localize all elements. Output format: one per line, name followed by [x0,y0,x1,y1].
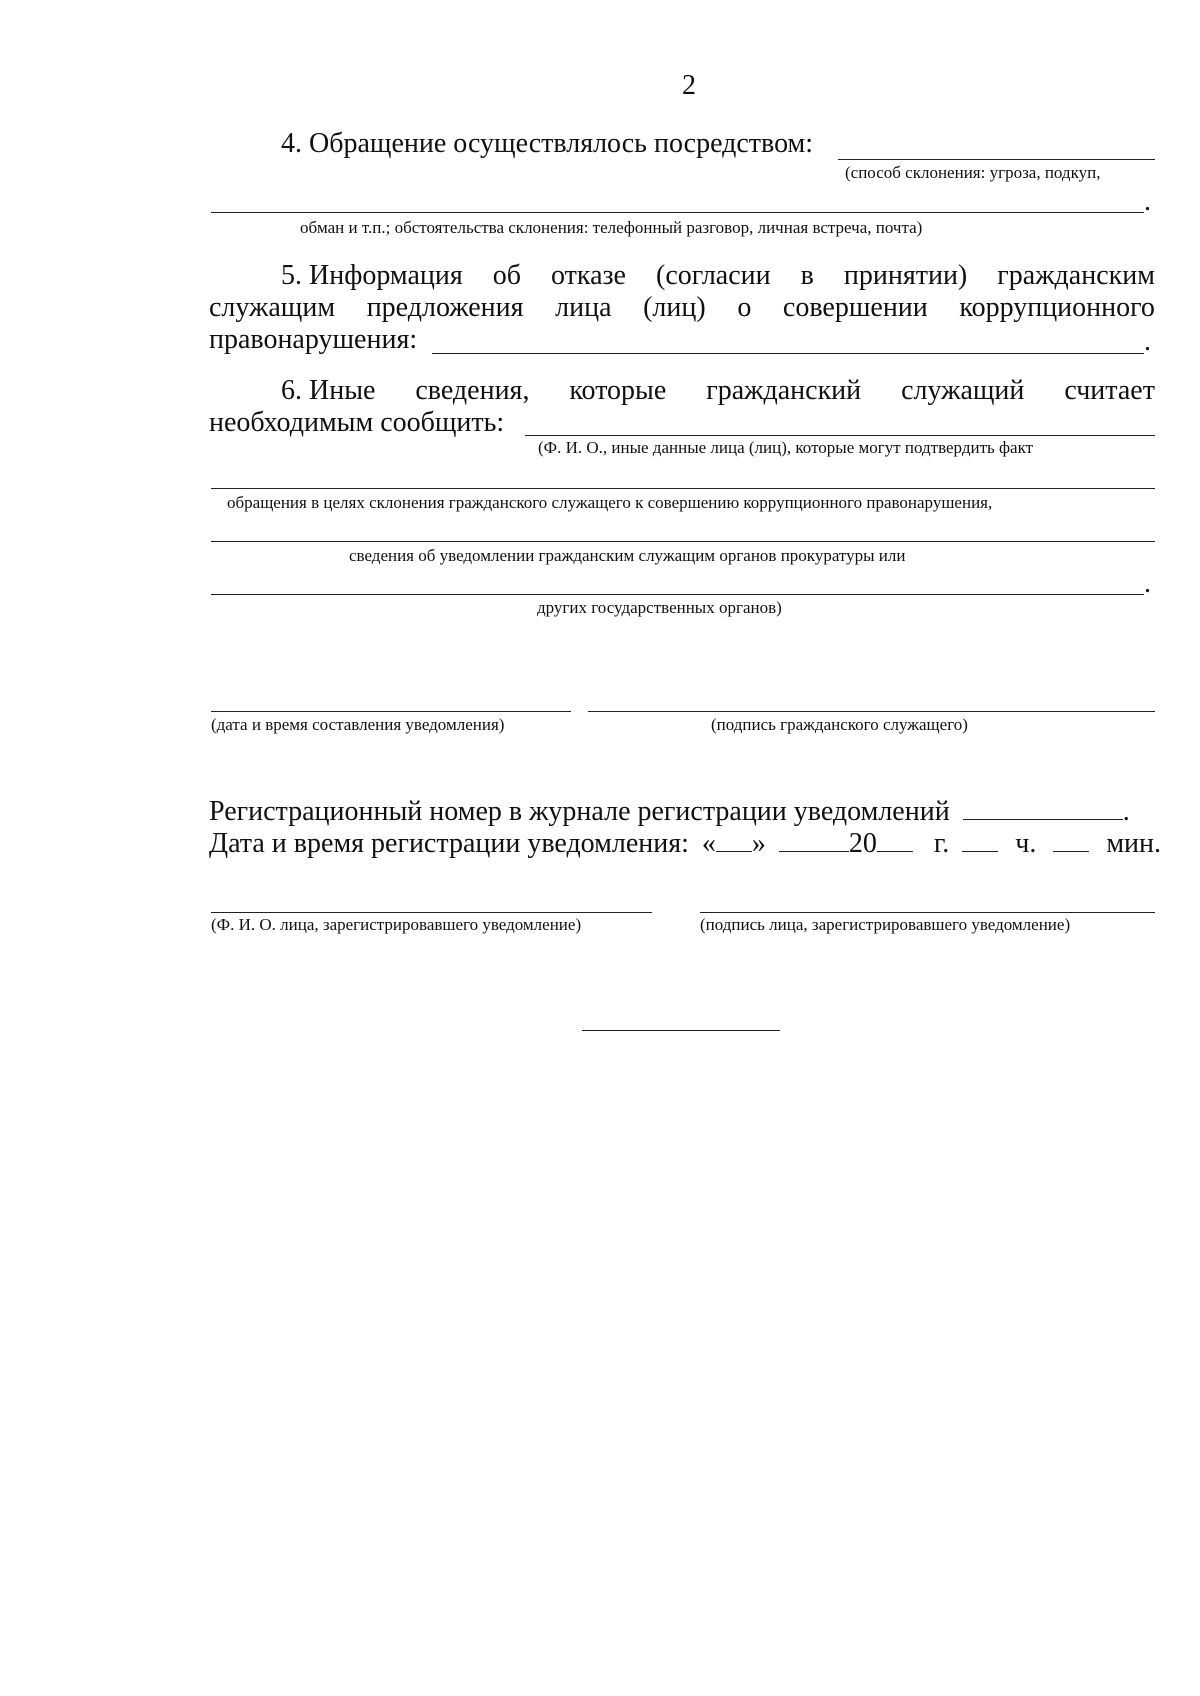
item4-blank-1[interactable] [838,159,1155,160]
item6-blank-1[interactable] [525,435,1155,436]
item5-word: принятии) [843,260,968,291]
item6-line-1 [281,375,1155,407]
registrar-name-blank[interactable] [211,912,652,913]
item6-word: 6. Иные [281,375,376,406]
quote-open: « [701,828,716,859]
hours-blank[interactable] [962,827,998,852]
item5-word: лица [555,292,612,323]
registration-date-row [209,827,1161,860]
item6-word: сведения, [415,375,530,406]
item5-word: отказе [551,260,626,291]
employee-signature-blank[interactable] [588,711,1155,712]
registration-number-row [209,795,1130,828]
item5-word: об [492,260,521,291]
item5-line-1 [281,260,1155,292]
item5-line-2 [209,292,1155,324]
registrar-name-note: (Ф. И. О. лица, зарегистрировавшего уведомление) [211,915,582,934]
minutes-label: мин. [1106,828,1162,859]
registration-date-label: Дата и время регистрации уведомления: [209,828,689,859]
date-signature-blank[interactable] [211,711,571,712]
quote-close: » [751,828,766,859]
item4-label: 4. Обращение осуществлялось посредством: [281,128,814,159]
item5-period: . [1144,326,1151,357]
item6-note-1: (Ф. И. О., иные данные лица (лиц), которые могут подтвердить факт [538,438,1034,457]
item6-note-2: обращения в целях склонения гражданского служащего к совершению коррупционного правонарушения, [227,493,993,512]
registration-number-blank[interactable] [963,795,1123,820]
item6-word: служащий [901,375,1025,406]
item5-word: 5. Информация [281,260,463,291]
item4-note-1: (способ склонения: угроза, подкуп, [845,163,1101,182]
item5-word: совершении [782,292,928,323]
item6-blank-4[interactable] [211,594,1144,595]
item6-word: гражданский [706,375,862,406]
closing-rule [582,1030,780,1031]
item5-word: в [800,260,814,291]
month-blank[interactable] [779,827,849,852]
item5-word: служащим [209,292,336,323]
item6-word: считает [1064,375,1155,406]
year-blank[interactable] [877,827,913,852]
item5-word: коррупционного [959,292,1155,323]
registrar-signature-note: (подпись лица, зарегистрировавшего уведомление) [700,915,1071,934]
item4-period: . [1144,186,1151,217]
item5-blank[interactable] [432,353,1144,354]
day-blank[interactable] [716,827,752,852]
hours-label: ч. [1015,828,1037,859]
item5-word: гражданским [997,260,1155,291]
item5-word: (лиц) [643,292,706,323]
item6-blank-3[interactable] [211,541,1155,542]
registration-number-period: . [1122,796,1130,827]
item6-word: которые [569,375,667,406]
item4-note-2: обман и т.п.; обстоятельства склонения: телефонный разговор, личная встреча, почта) [300,218,923,237]
registration-number-label: Регистрационный номер в журнале регистрации уведомлений [209,796,950,827]
year-suffix: г. [933,828,950,859]
employee-signature-note: (подпись гражданского служащего) [711,715,968,734]
item6-line-2: необходимым сообщить: [209,407,505,438]
item6-note-3: сведения об уведомлении гражданским служащим органов прокуратуры или [349,546,906,565]
registrar-signature-blank[interactable] [700,912,1155,913]
item4-blank-2[interactable] [211,212,1144,213]
item6-period: . [1144,568,1151,599]
item5-word: (согласии [656,260,771,291]
item5-line-3: правонарушения: [209,324,418,355]
page-number: 2 [682,70,696,101]
item6-blank-2[interactable] [211,488,1155,489]
item5-word: предложения [366,292,524,323]
item6-note-4: других государственных органов) [537,598,782,617]
item5-word: о [737,292,752,323]
date-note: (дата и время составления уведомления) [211,715,505,734]
year-prefix: 20 [848,828,877,859]
minutes-blank[interactable] [1053,827,1089,852]
